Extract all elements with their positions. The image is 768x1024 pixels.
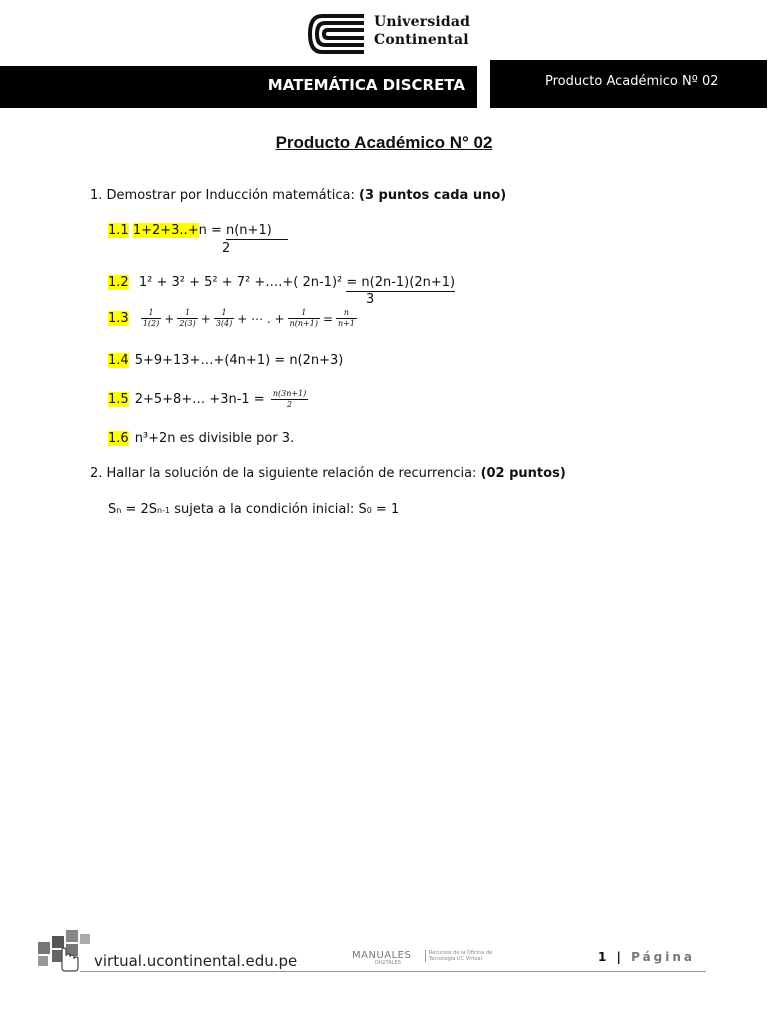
fraction: $\frac{1}{3(4)}$: [215, 308, 233, 328]
item-1-4-expression: 5+9+13+…+(4n+1) = n(2n+3): [134, 353, 344, 368]
question-2-text: 2. Hallar la solución de la siguiente relación de recurrencia:: [90, 466, 481, 481]
course-band: [0, 66, 477, 108]
item-1-1-lhs: n =: [198, 223, 226, 238]
item-1-6: [108, 431, 294, 446]
fraction: $\frac{n}{n+1}$: [338, 308, 355, 328]
item-1-2-expression: 1² + 3² + 5² + 7² +….+( 2n-1)²: [138, 275, 347, 290]
item-1-2-denominator: 3: [366, 292, 375, 307]
item-1-1-denominator: 2: [222, 241, 231, 256]
item-1-6-number: 1.6: [108, 431, 129, 446]
item-1-1-lhs-highlight: 1+2+3..+: [132, 223, 199, 238]
manuales-sub: DIGITALES: [375, 960, 401, 966]
product-band: [490, 60, 767, 108]
item-1-2-number: 1.2: [108, 275, 129, 290]
item-1-3-number: 1.3: [108, 311, 129, 326]
question-2-points: (02 puntos): [480, 466, 566, 481]
item-1-5-expression: 2+5+8+… +3n-1 =: [134, 392, 269, 407]
fraction: $\frac{1}{n(n+1)}$: [289, 308, 318, 328]
item-1-4: [108, 353, 343, 368]
footer-url: virtual.ucontinental.edu.pe: [94, 952, 298, 970]
course-title: MATEMÁTICA DISCRETA: [267, 76, 465, 94]
item-1-5: [108, 389, 310, 410]
recurrence-relation: Sn = 2Sn-1 sujeta a la condición inicial: S0 = 1: [108, 502, 400, 517]
page-title: Producto Académico N° 02: [275, 133, 493, 152]
question-2: [90, 466, 566, 481]
item-1-4-number: 1.4: [108, 353, 129, 368]
manuales-caption: Recursos de la Oficina de Tecnología UC Virtual: [425, 950, 499, 962]
ellipsis-operator: + ⋯ . +: [237, 311, 285, 326]
item-1-6-expression: n³+2n es divisible por 3.: [134, 431, 295, 446]
item-1-1-numerator: n(n+1): [226, 223, 288, 240]
question-1-text: 1. Demostrar por Inducción matemática:: [90, 188, 359, 203]
item-1-2: [108, 275, 455, 290]
university-name-line2: Continental: [374, 32, 469, 48]
fraction: $\frac{n(3n+1)}{2}$: [272, 389, 307, 409]
item-1-2-numerator: = n(2n-1)(2n+1): [346, 275, 456, 290]
product-label: Producto Académico Nº 02: [545, 74, 719, 89]
virtual-campus-icon: [36, 930, 92, 972]
page-number: 1 | Página: [598, 950, 696, 964]
item-1-3: 1.3 $\frac{1}{1(2)}$ + $\frac{1}{2(3)}$ + $\frac{1}{3(4)}$ + ⋯ . + $\frac{1}{n(n+1)}$ = $\frac{n}{n+1}$: [108, 308, 355, 328]
question-1: [90, 188, 506, 203]
fraction: $\frac{1}{1(2)}$: [142, 308, 160, 328]
fraction: $\frac{1}{2(3)}$: [179, 308, 196, 328]
manuales-logo: MANUALES: [352, 950, 412, 961]
footer-divider: [80, 971, 706, 972]
logo-mark-icon: [306, 12, 366, 56]
university-name-line1: Universidad: [374, 14, 471, 30]
item-1-5-number: 1.5: [108, 392, 129, 407]
university-logo: [306, 12, 471, 56]
item-1-1-number: 1.1: [108, 223, 129, 238]
item-1-1: [108, 223, 288, 238]
question-1-points: (3 puntos cada uno): [359, 188, 507, 203]
